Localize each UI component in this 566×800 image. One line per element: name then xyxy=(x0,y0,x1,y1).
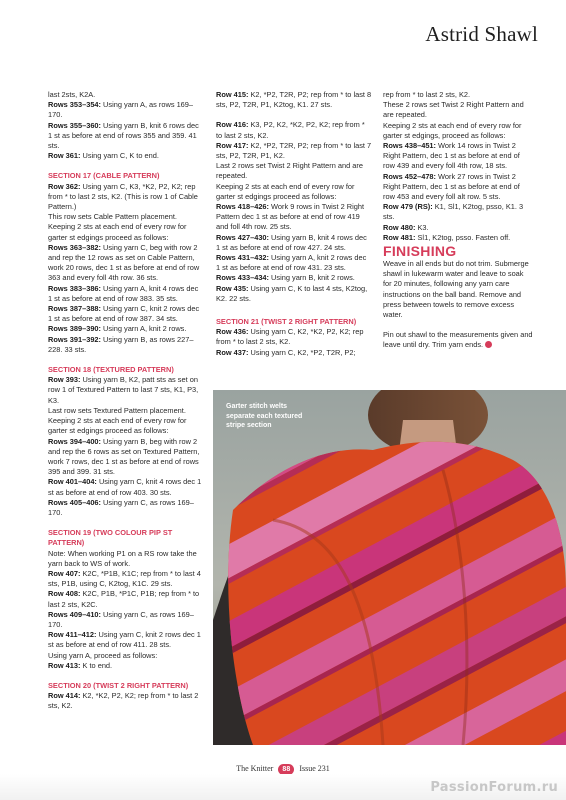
row-instruction: Using yarn C, K2, *K2, P2, K2; rep from * to last 2 sts, K2. xyxy=(216,327,364,347)
pattern-text: Using yarn A, proceed as follows: xyxy=(48,650,158,660)
row-label: Row 407: xyxy=(48,568,81,578)
pattern-column-2 xyxy=(216,90,372,358)
row-instruction: K to end. xyxy=(80,660,113,670)
pattern-row xyxy=(216,273,372,283)
row-label: Row 437: xyxy=(216,347,249,357)
pattern-row xyxy=(48,630,203,650)
pattern-row xyxy=(48,691,203,711)
row-label: Row 435: xyxy=(216,283,249,293)
row-label: Row 361: xyxy=(48,151,81,161)
row-label: Rows 409–410: xyxy=(48,609,101,619)
row-label: Rows 394–400: xyxy=(48,436,101,446)
row-instruction: K2, *P2, T2R, P2; rep from * to last 8 sts, P2, T2R, P1, K2tog, K1. 27 sts. xyxy=(216,90,372,110)
pattern-row xyxy=(48,661,203,671)
pattern-row xyxy=(216,327,372,347)
row-label: Row 411–412: xyxy=(48,630,97,640)
section-heading: SECTION 17 (CABLE PATTERN) xyxy=(48,171,160,181)
row-instruction: Using yarn A, knit 4 rows dec 1 st as before at end of row 383. 35 sts. xyxy=(48,283,199,303)
pattern-row xyxy=(216,253,372,273)
row-instruction: Using yarn C, K to last 4 sts, K2tog, K2. 22 sts. xyxy=(216,283,368,303)
pattern-row xyxy=(216,141,372,161)
row-instruction: Using yarn C, knit 2 rows dec 1 st as before at end of row 387. 34 sts. xyxy=(48,304,200,324)
row-label: Rows 418–426: xyxy=(216,202,269,212)
pattern-row xyxy=(216,233,372,253)
section-heading: SECTION 18 (TEXTURED PATTERN) xyxy=(48,365,174,375)
pattern-row xyxy=(216,202,372,233)
row-instruction: Using yarn B, knit 4 rows dec 1 st as before at end of row 427. 24 sts. xyxy=(216,232,367,252)
row-instruction: Using yarn C, K2, *P2, T2R, P2; xyxy=(248,347,356,357)
row-instruction: Using yarn A, as rows 169–170. xyxy=(48,100,194,120)
watermark-text: PassionForum.ru xyxy=(430,780,558,795)
pattern-text: Last row sets Textured Pattern placement. Keeping 2 sts at each end of every row for garter st edgings proceed as follows: xyxy=(48,405,187,436)
pattern-row xyxy=(216,90,372,110)
pattern-row xyxy=(48,243,203,284)
pattern-row xyxy=(48,610,203,630)
row-label: Row 416: xyxy=(216,120,249,130)
section-heading: SECTION 19 (TWO COLOUR PIP ST PATTERN) xyxy=(48,528,173,548)
pattern-row xyxy=(216,120,372,140)
row-label: Rows 389–390: xyxy=(48,324,101,334)
end-mark-icon xyxy=(485,341,492,348)
row-instruction: K2, *K2, P2, K2; rep from * to last 2 sts, K2. xyxy=(48,691,199,711)
row-instruction: Using yarn C, K to end. xyxy=(80,151,159,161)
row-instruction: Using yarn B, as rows 227–228. 33 sts. xyxy=(48,334,194,354)
pattern-row xyxy=(216,284,372,304)
row-label: Rows 431–432: xyxy=(216,253,269,263)
pattern-row xyxy=(216,348,372,358)
pattern-text: These 2 rows set Twist 2 Right Pattern and are repeated. xyxy=(383,100,524,120)
row-instruction: Using yarn C, beg with row 2 and rep the 12 rows as set on Cable Pattern, work 20 rows, dec 1 st as before at end of row 363 and every foll 4th row. 36 sts. xyxy=(48,242,200,283)
row-instruction: Work 14 rows in Twist 2 Right Pattern, dec 1 st as before at end of row 439 and every foll 4th row, 18 sts. xyxy=(383,141,520,171)
row-label: Rows 452–478: xyxy=(383,171,436,181)
pattern-row xyxy=(48,589,203,609)
row-instruction: Work 27 rows in Twist 2 Right Pattern, dec 1 st as before at end of row 453 and every foll alt row. 5 sts. xyxy=(383,171,520,202)
row-label: Row 401–404: xyxy=(48,477,97,487)
pattern-text: Weave in all ends but do not trim. Submerge shawl in lukewarm water and leave to soak for 20 minutes, following any yarn care instructions on the ball band. Remove and press between towels to remove excess water. xyxy=(383,259,529,320)
page-number: 88 xyxy=(278,764,294,775)
issue-number: Issue 231 xyxy=(299,764,330,773)
row-label: Row 362: xyxy=(48,181,81,191)
row-instruction: Work 9 rows in Twist 2 Right Pattern dec 1 st as before at end of row 419 and foll 4th row. 25 sts. xyxy=(216,202,365,232)
row-label: Row 415: xyxy=(216,90,249,99)
row-instruction: Using yarn C, knit 4 rows dec 1 st as before at end of row 403. 30 sts. xyxy=(48,477,202,497)
row-label: Row 480: xyxy=(383,222,416,232)
photo-caption: Garter stitch welts separate each textured stripe section xyxy=(226,403,303,429)
row-instruction: K1, Sl1, K2tog, psso, K1. 3 sts. xyxy=(383,202,524,222)
row-instruction: Sl1, K2tog, psso. Fasten off. xyxy=(415,232,511,242)
row-instruction: Using yarn C, knit 2 rows dec 1 st as before at end of row 411. 28 sts. xyxy=(48,630,201,650)
pattern-row xyxy=(48,437,203,478)
row-instruction: Using yarn C, as rows 169–170. xyxy=(48,609,194,629)
pattern-row xyxy=(48,375,203,406)
row-label: Row 408: xyxy=(48,589,81,599)
row-label: Rows 427–430: xyxy=(216,232,269,242)
watermark-bar xyxy=(0,774,566,800)
pattern-row xyxy=(48,151,203,161)
row-label: Rows 391–392: xyxy=(48,334,101,344)
pattern-row xyxy=(383,202,533,222)
pattern-text: rep from * to last 2 sts, K2. xyxy=(383,90,471,99)
row-label: Rows 363–382: xyxy=(48,242,101,252)
magazine-name: The Knitter xyxy=(236,764,274,773)
pattern-row xyxy=(48,284,203,304)
row-label: Row 436: xyxy=(216,327,249,337)
finishing-heading: FINISHING xyxy=(383,243,457,260)
pattern-row xyxy=(383,141,533,172)
pattern-row xyxy=(48,304,203,324)
row-label: Row 479 (RS): xyxy=(383,202,433,212)
pattern-row xyxy=(48,182,203,213)
row-instruction: Using yarn A, knit 2 rows dec 1 st as before at end of row 431. 23 sts. xyxy=(216,253,367,273)
row-label: Row 413: xyxy=(48,660,81,670)
row-instruction: K3. xyxy=(415,222,429,232)
pattern-row xyxy=(48,477,203,497)
row-label: Rows 355–360: xyxy=(48,120,101,130)
row-label: Row 393: xyxy=(48,375,81,385)
row-label: Rows 405–406: xyxy=(48,497,101,507)
pattern-row xyxy=(48,100,203,120)
pattern-text-end xyxy=(383,330,533,350)
pattern-row xyxy=(48,324,203,334)
row-instruction: Using yarn C, K3, *K2, P2, K2; rep from * to last 2 sts, K2. (This is row 1 of Cable Pattern.) xyxy=(48,181,198,212)
pattern-text: Last 2 rows set Twist 2 Right Pattern and are repeated. xyxy=(216,161,363,181)
pattern-row xyxy=(383,233,533,243)
row-instruction: K2C, *P1B, K1C; rep from * to last 4 sts, P1B, using C, K2tog, K1C. 29 sts. xyxy=(48,568,201,589)
row-label: Row 414: xyxy=(48,691,81,701)
shawl-photo xyxy=(213,390,566,745)
pattern-text: This row sets Cable Pattern placement. Keeping 2 sts at each end of every row for garter st edgings proceed as follows: xyxy=(48,212,187,242)
row-label: Rows 353–354: xyxy=(48,100,101,110)
pattern-text: Keeping 2 sts at each end of every row for garter st edgings proceed as follows: xyxy=(216,181,355,201)
row-label: Rows 438–451: xyxy=(383,141,436,151)
row-instruction: Using yarn B, beg with row 2 and rep the 6 rows as set on Textured Pattern, work 7 rows, dec 1 st as before at end of rows 395 and 399. 31 sts. xyxy=(48,436,200,477)
pattern-row xyxy=(383,172,533,203)
pattern-text: Keeping 2 sts at each end of every row for garter st edgings, proceed as follows: xyxy=(383,120,522,140)
row-instruction: K2C, P1B, *P1C, P1B; rep from * to last 2 sts, K2C. xyxy=(48,589,200,609)
section-heading: SECTION 20 (TWIST 2 RIGHT PATTERN) xyxy=(48,680,189,690)
pattern-row xyxy=(383,223,533,233)
pattern-row xyxy=(48,498,203,518)
pattern-text: last 2sts, K2A. xyxy=(48,90,96,99)
row-instruction: Using yarn A, knit 2 rows. xyxy=(101,324,187,334)
pattern-column-3 xyxy=(383,90,533,351)
section-heading: SECTION 21 (TWIST 2 RIGHT PATTERN) xyxy=(216,317,357,327)
row-instruction: K3, P2, K2, *K2, P2, K2; rep from * to last 2 sts, K2. xyxy=(216,120,365,140)
row-instruction: Using yarn B, knit 2 rows. xyxy=(269,273,355,283)
pattern-row xyxy=(48,569,203,589)
row-instruction: K2, *P2, T2R, P2; rep from * to last 7 sts, P2, T2R, P1, K2. xyxy=(216,140,372,161)
pattern-row xyxy=(48,121,203,152)
row-label: Rows 433–434: xyxy=(216,273,269,283)
row-instruction: Using yarn C, as rows 169–170. xyxy=(48,497,194,517)
pattern-row xyxy=(48,335,203,355)
row-instruction: Using yarn B, K2, patt sts as set on row 1 of Textured Pattern to last 7 sts, K1, P3, K3. xyxy=(48,375,199,405)
row-label: Row 481: xyxy=(383,232,416,242)
pattern-text: Note: When working P1 on a RS row take the yarn back to WS of work. xyxy=(48,548,197,568)
page-title: Astrid Shawl xyxy=(425,22,538,46)
row-instruction: Using yarn B, knit 6 rows dec 1 st as before at end of rows 355 and 359. 41 sts. xyxy=(48,120,199,151)
pattern-column-1 xyxy=(48,90,203,712)
finishing-text: Pin out shawl to the measurements given and leave until dry. Trim yarn ends. xyxy=(383,330,533,350)
row-label: Row 417: xyxy=(216,140,249,150)
row-label: Rows 383–386: xyxy=(48,283,101,293)
row-label: Rows 387–388: xyxy=(48,304,101,314)
